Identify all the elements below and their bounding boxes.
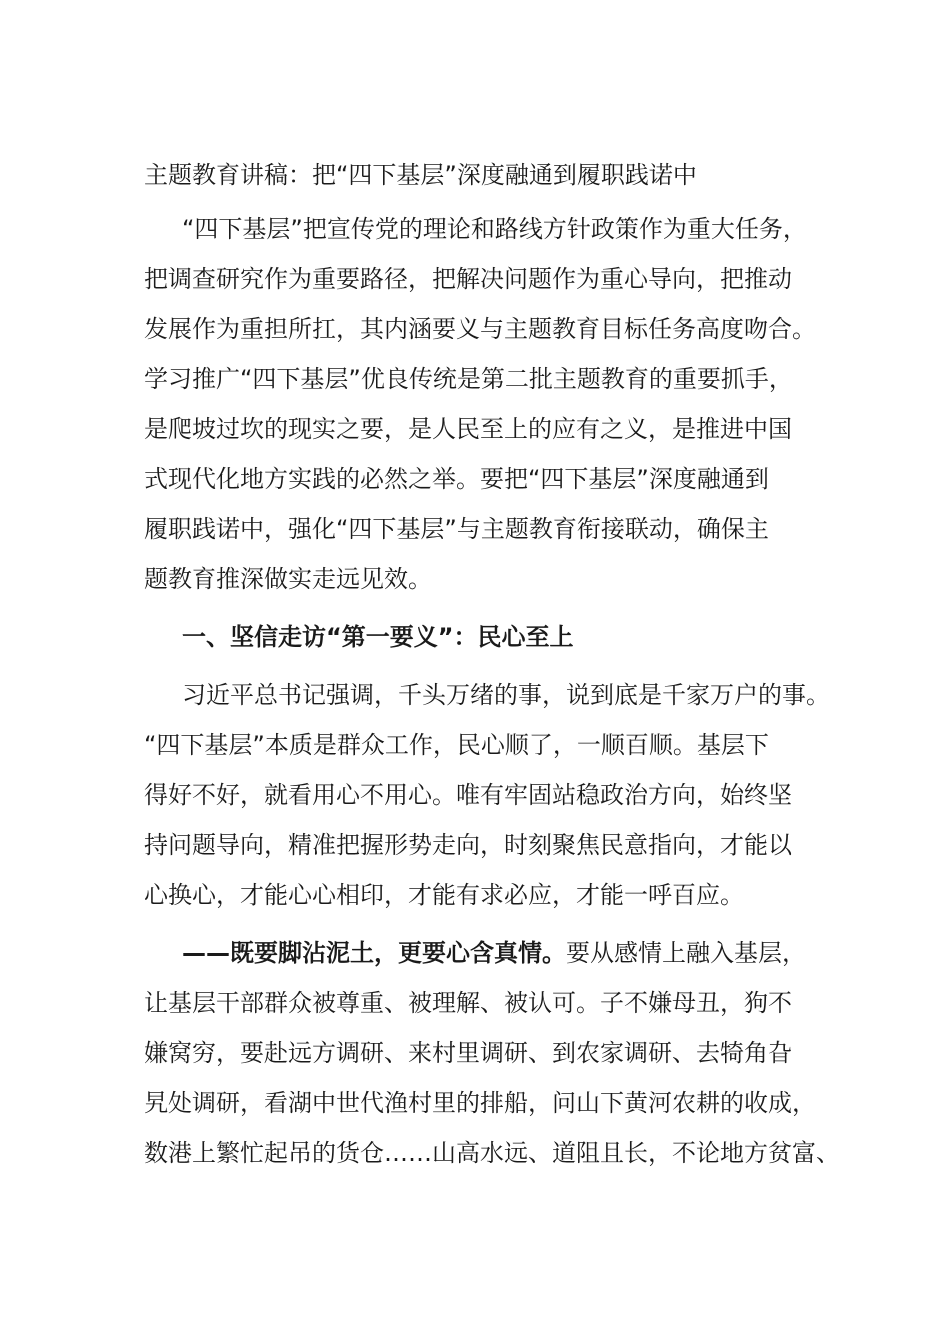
sub-point-lead: ——既要脚沾泥土，更要心含真情。: [182, 939, 566, 967]
paragraph-line: 题教育推深做实走远见效。: [144, 565, 432, 593]
paragraph-line: “四下基层”把宣传党的理论和路线方针政策作为重大任务，: [182, 215, 807, 243]
paragraph-line-first: [144, 928, 824, 978]
paragraph-line: 持问题导向，精准把握形势走向，时刻聚焦民意指向，才能以: [144, 831, 792, 859]
paragraph-line: 履职践诺中，强化“四下基层”与主题教育衔接联动，确保主: [144, 515, 769, 543]
section-heading: 一、坚信走访“第一要义”：民心至上: [182, 623, 574, 651]
paragraph-line: 心换心，才能心心相印，才能有求必应，才能一呼百应。: [144, 881, 744, 909]
paragraph-line: 得好不好，就看用心不用心。唯有牢固站稳政治方向，始终坚: [144, 781, 792, 809]
paragraph-line: 式现代化地方实践的必然之举。要把“四下基层”深度融通到: [144, 465, 769, 493]
paragraph-line: “四下基层”本质是群众工作，民心顺了，一顺百顺。基层下: [144, 731, 769, 759]
paragraph-line: 嫌窝穷，要赴远方调研、来村里调研、到农家调研、去犄角旮: [144, 1039, 792, 1067]
paragraph-line: 数港上繁忙起吊的货仓……山高水远、道阻且长，不论地方贫富、: [144, 1139, 840, 1167]
paragraph-line: 是爬坡过坎的现实之要，是人民至上的应有之义，是推进中国: [144, 415, 792, 443]
paragraph-line: 把调查研究作为重要路径，把解决问题作为重心导向，把推动: [144, 265, 792, 293]
document-title: 主题教育讲稿：把“四下基层”深度融通到履职践诺中: [144, 161, 697, 189]
paragraph-line: 发展作为重担所扛，其内涵要义与主题教育目标任务高度吻合。: [144, 315, 816, 343]
paragraph-section-one: [144, 670, 830, 920]
paragraph-intro: [144, 204, 824, 604]
paragraph-line: 习近平总书记强调，千头万绪的事，说到底是千家万户的事。: [182, 681, 830, 709]
paragraph-sub-point: [144, 928, 840, 1178]
sub-point-text: 要从感情上融入基层，: [566, 939, 806, 967]
paragraph-line: 旯处调研，看湖中世代渔村里的排船，问山下黄河农耕的收成，: [144, 1089, 816, 1117]
paragraph-line: 让基层干部群众被尊重、被理解、被认可。子不嫌母丑，狗不: [144, 989, 792, 1017]
paragraph-line: 学习推广“四下基层”优良传统是第二批主题教育的重要抓手，: [144, 365, 793, 393]
document-body: [144, 150, 840, 1178]
